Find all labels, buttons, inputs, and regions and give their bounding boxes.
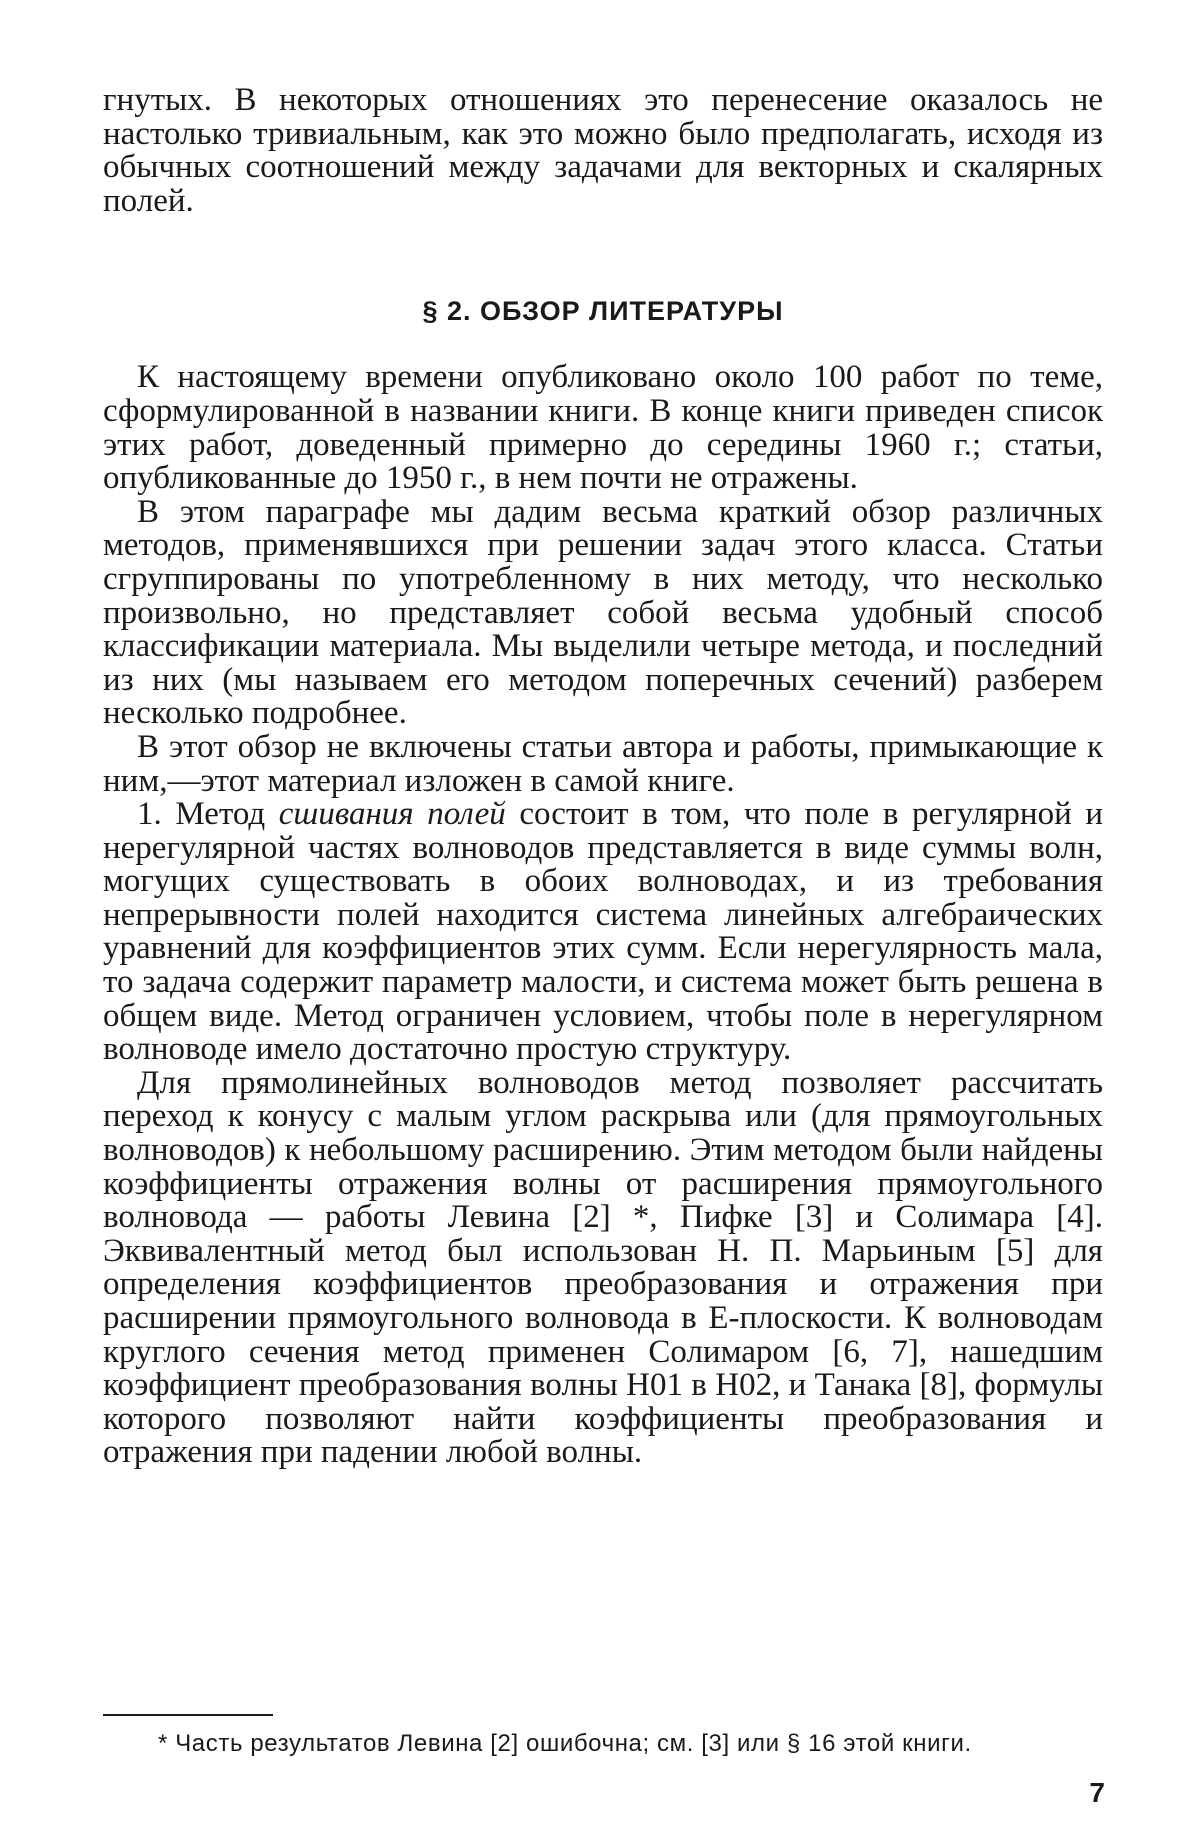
method-term: сшивания полей: [278, 796, 506, 833]
page-body: [103, 84, 1103, 1470]
section-heading: § 2. ОБЗОР ЛИТЕРАТУРЫ: [422, 296, 784, 327]
footnote-divider: [103, 1714, 273, 1716]
method-number: 1. Метод: [137, 796, 279, 833]
paragraph-methods: В этом параграфе мы дадим весьма краткий обзор различных методов, применявшихся при решении задач этого класса. Статьи сгруппированы по употребленному в них методу, что несколько произвольно, но представляет собой весьма удобный способ классификации материала. Мы выделили четыре метода, и последний из них (мы называем его методом поперечных сечений) разберем несколько подробнее.: [103, 493, 1103, 732]
footnote: * Часть результатов Левина [2] ошибочна; см. [3] или § 16 этой книги.: [158, 1730, 972, 1757]
paragraph-field-matching: [103, 798, 1103, 1067]
paragraph-overview: К настоящему времени опубликовано около 100 работ по теме, сформулированной в названии книги. В конце книги приведен список этих работ, доведенный примерно до середины 1960 г.; статьи, опубликованные до 1950 г., в нем почти не отражены.: [103, 359, 1103, 497]
paragraph-intro: гнутых. В некоторых отношениях это перенесение оказалось не настолько тривиальным, как это можно было предполагать, исходя из обычных соотношений между задачами для векторных и скалярных полей.: [103, 82, 1103, 219]
paragraph-straight-waveguides: Для прямолинейных волноводов метод позволяет рассчитать переход к конусу с малым углом раскрыва или (для прямоугольных волноводов) к небольшому расширению. Этим методом были найдены коэффициенты отражения волны от расширения прямоугольного волновода — работы Левина [2] *, Пифке [3] и Солимара [4]. Эквивалентный метод был использован Н. П. Марьиным [5] для определения коэффициентов преобразования и отражения при расширении прямоугольного волновода в E-плоскости. К волноводам круглого сечения метод применен Солимаром [6, 7], нашедшим коэффициент преобразования волны H01 в H02, и Танака [8], формулы которого позволяют найти коэффициенты преобразования и отражения при падении любой волны.: [103, 1064, 1103, 1471]
paragraph-exclusions: В этот обзор не включены статьи автора и работы, примыкающие к ним,—этот материал изложен в самой книге.: [103, 728, 1103, 799]
method-description: состоит в том, что поле в регулярной и нерегулярной частях волноводов представляется в виде суммы волн, могущих существовать в обоих волноводах, и из требования непрерывности полей находится система линейных алгебраических уравнений для коэффициентов этих сумм. Если нерегулярность мала, то задача содержит параметр малости, и система может быть решена в общем виде. Метод ограничен условием, чтобы поле в нерегулярном волноводе имело достаточно простую структуру.: [103, 796, 1103, 1068]
page-number: 7: [1089, 1777, 1105, 1808]
